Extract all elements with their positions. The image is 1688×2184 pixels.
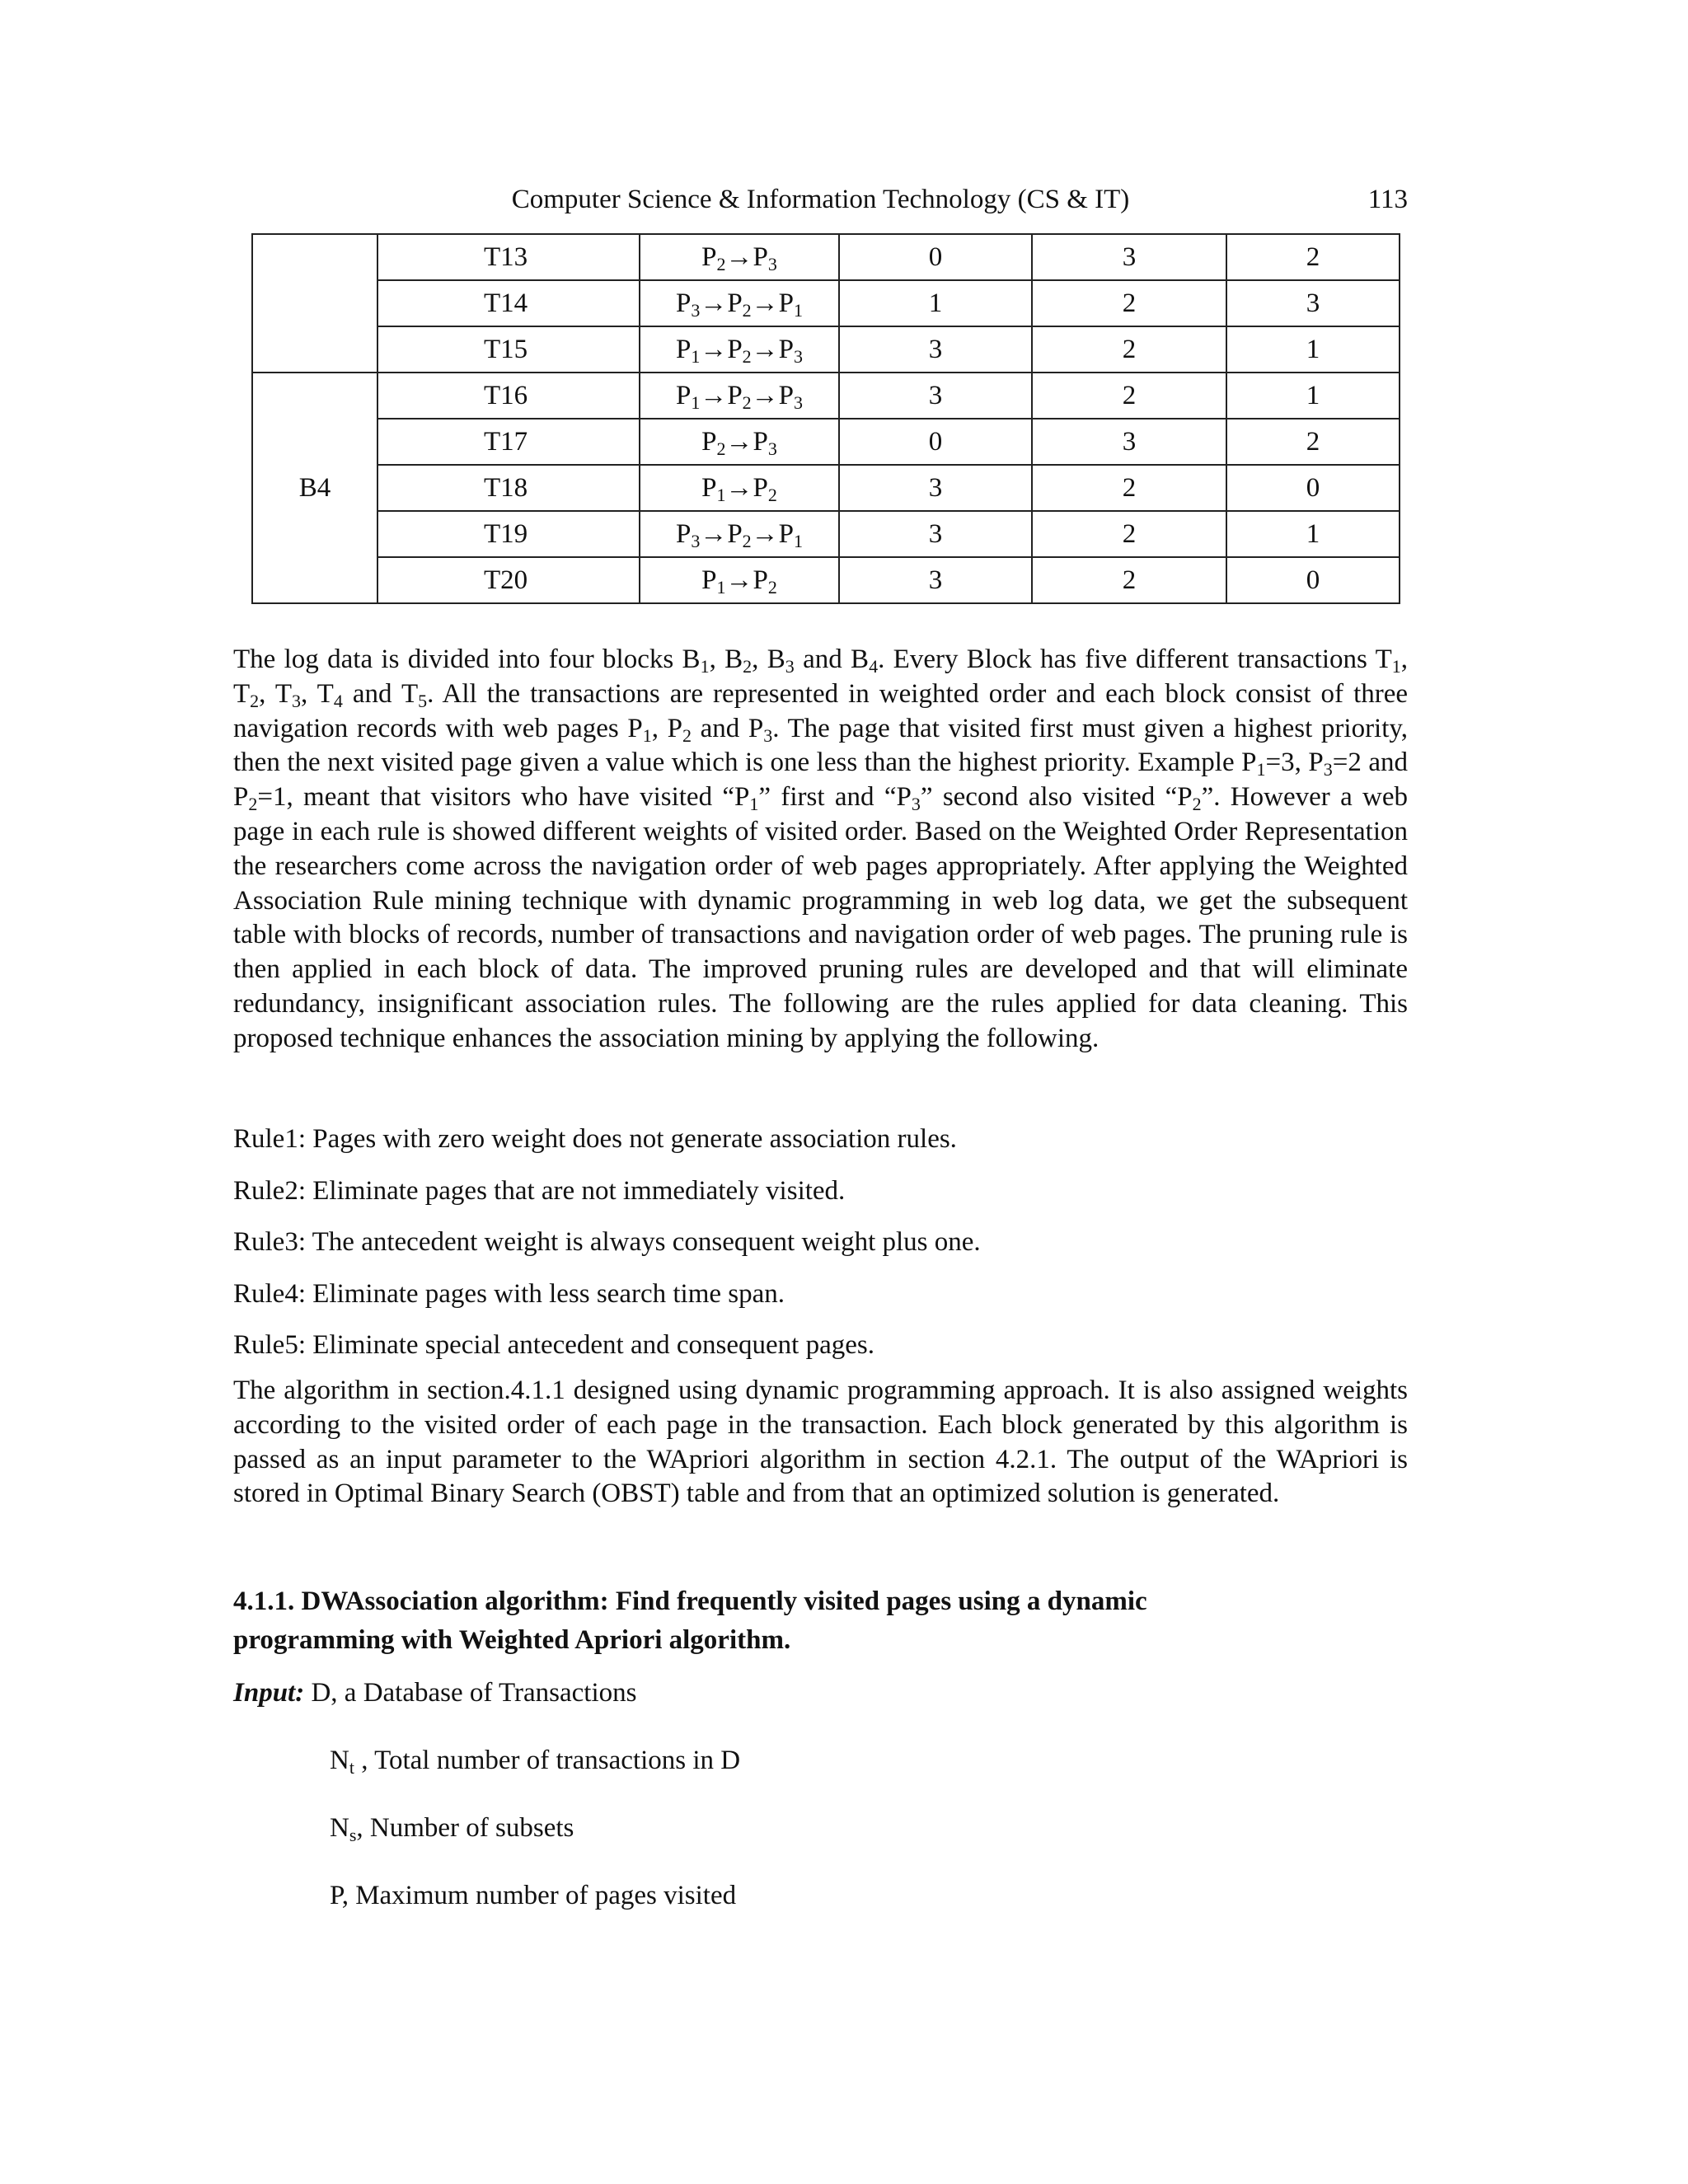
table-body xyxy=(252,234,1400,603)
algorithm-input xyxy=(233,1678,636,1708)
arrow-icon: → xyxy=(725,565,753,595)
table-row xyxy=(252,234,1400,280)
weight-cell: 3 xyxy=(839,557,1032,603)
weight-cell: 3 xyxy=(1226,280,1400,326)
table-row xyxy=(252,511,1400,557)
table-row xyxy=(252,465,1400,511)
weight-cell: 2 xyxy=(1226,419,1400,465)
weighted-order-table xyxy=(251,233,1400,604)
transaction-cell: T19 xyxy=(377,511,640,557)
transaction-cell: T20 xyxy=(377,557,640,603)
weight-cell: 2 xyxy=(1032,326,1226,373)
weight-cell: 0 xyxy=(839,234,1032,280)
weight-cell: 3 xyxy=(839,373,1032,419)
arrow-icon: → xyxy=(700,288,728,318)
arrow-icon: → xyxy=(751,380,779,410)
heading-line-1: 4.1.1. DWAssociation algorithm: Find frequently visited pages using a dynamic xyxy=(233,1586,1147,1616)
arrow-icon: → xyxy=(700,518,728,549)
navigation-order-cell: $P_3\to P_2\to P_1$ xyxy=(640,511,839,557)
navigation-order-cell: $P_1\to P_2$ xyxy=(640,557,839,603)
arrow-icon: → xyxy=(700,334,728,364)
arrow-icon: → xyxy=(700,380,728,410)
navigation-order-cell: $P_1\to P_2\to P_3$ xyxy=(640,326,839,373)
block-cell: B4 xyxy=(252,373,377,603)
arrow-icon: → xyxy=(751,334,779,364)
weight-cell: 2 xyxy=(1032,557,1226,603)
rule-5: Rule5: Eliminate special antecedent and consequent pages. xyxy=(233,1330,874,1360)
pruning-rules-list xyxy=(233,1122,981,1380)
weight-cell: 1 xyxy=(839,280,1032,326)
navigation-order-cell: $P_2\to P_3$ xyxy=(640,419,839,465)
transaction-cell: T14 xyxy=(377,280,640,326)
block-cell xyxy=(252,234,377,373)
weight-cell: 2 xyxy=(1032,511,1226,557)
navigation-order-cell: $P_1\to P_2\to P_3$ xyxy=(640,373,839,419)
paragraph-log-data xyxy=(233,643,1408,1057)
section-heading xyxy=(233,1582,1408,1660)
input-item-nt: $N_t$ , Total number of transactions in D xyxy=(330,1746,741,1778)
transaction-cell: T13 xyxy=(377,234,640,280)
input-item-ns: $N_s$, Number of subsets xyxy=(330,1813,574,1845)
navigation-order-cell: $P_2\to P_3$ xyxy=(640,234,839,280)
transaction-cell: T18 xyxy=(377,465,640,511)
weight-cell: 2 xyxy=(1032,373,1226,419)
arrow-icon: → xyxy=(751,518,779,549)
paragraph-algorithm xyxy=(233,1374,1408,1511)
weight-cell: 3 xyxy=(839,465,1032,511)
arrow-icon: → xyxy=(725,426,753,457)
running-header xyxy=(233,180,1408,221)
arrow-icon: → xyxy=(725,241,753,272)
weight-cell: 3 xyxy=(839,511,1032,557)
input-item-p: P, Maximum number of pages visited xyxy=(330,1881,737,1910)
rule-1: Rule1: Pages with zero weight does not generate association rules. xyxy=(233,1124,957,1154)
rule-4: Rule4: Eliminate pages with less search time span. xyxy=(233,1278,785,1309)
weight-cell: 0 xyxy=(1226,465,1400,511)
weight-cell: 1 xyxy=(1226,373,1400,419)
weight-cell: 2 xyxy=(1032,465,1226,511)
weight-cell: 0 xyxy=(839,419,1032,465)
weight-cell: 3 xyxy=(1032,419,1226,465)
rule-2: Rule2: Eliminate pages that are not immediately visited. xyxy=(233,1175,846,1206)
weight-cell: 1 xyxy=(1226,326,1400,373)
weight-cell: 3 xyxy=(1032,234,1226,280)
transaction-cell: T16 xyxy=(377,373,640,419)
heading-line-2: programming with Weighted Apriori algorithm. xyxy=(233,1625,791,1655)
weight-cell: 2 xyxy=(1226,234,1400,280)
transaction-cell: T15 xyxy=(377,326,640,373)
navigation-order-cell: $P_1\to P_2$ xyxy=(640,465,839,511)
table-row xyxy=(252,280,1400,326)
table-row xyxy=(252,419,1400,465)
journal-title: Computer Science & Information Technology (CS & IT) xyxy=(511,185,1130,214)
weight-cell: 3 xyxy=(839,326,1032,373)
table-row xyxy=(252,326,1400,373)
input-description: D, a Database of Transactions xyxy=(304,1678,637,1708)
rule-3: Rule3: The antecedent weight is always consequent weight plus one. xyxy=(233,1227,981,1257)
table-row xyxy=(252,373,1400,419)
navigation-order-cell: $P_3\to P_2\to P_1$ xyxy=(640,280,839,326)
weight-cell: 1 xyxy=(1226,511,1400,557)
weight-cell: 0 xyxy=(1226,557,1400,603)
weight-cell: 2 xyxy=(1032,280,1226,326)
page-number: 113 xyxy=(1367,185,1408,214)
arrow-icon: → xyxy=(751,288,779,318)
table-row xyxy=(252,557,1400,603)
paragraph-text: The algorithm in section.4.1.1 designed using dynamic programming approach. It is also assigned weights according to the visited order of each page in the transaction. Each block generated by this algorithm is passed as an input parameter to the WApriori algorithm in section 4.2.1. The output of the WApriori is stored in Optimal Binary Search (OBST) table and from that an optimized solution is generated. xyxy=(233,1376,1408,1509)
input-label: Input: xyxy=(233,1678,305,1708)
paragraph-text: The log data is divided into four blocks $B_1$, $B_2$, $B_3$ and $B_4$. Every Block has five different transactions $T_1$, $T_2$, $T_3$, $T_4$ and $T_5$. All the transactions are represented in weighted order and each block consist of three navigation records with web pages $P_1$, $P_2$ and $P_3$. The page that visited first must given a highest priority, then the next visited page given a value which is one less than the highest priority. Example $P_1=3$, $P_3=2$ and $P_2=1$, meant that visitors who have visited “$P_1$” first and “$P_3$” second also visited “$P_2$”. However a web page in each rule is showed different weights of visited order. Based on the Weighted Order Representation the researchers come across the navigation order of web pages appropriately. After applying the Weighted Association Rule mining technique with dynamic programming in web log data, we get the subsequent table with blocks of records, number of transactions and navigation order of web pages. The pruning rule is then applied in each block of data. The improved pruning rules are developed and that will eliminate redundancy, insignificant association rules. The following are the rules applied for data cleaning. This proposed technique enhances the association mining by applying the following. xyxy=(233,644,1409,1053)
arrow-icon: → xyxy=(725,472,753,503)
transaction-cell: T17 xyxy=(377,419,640,465)
